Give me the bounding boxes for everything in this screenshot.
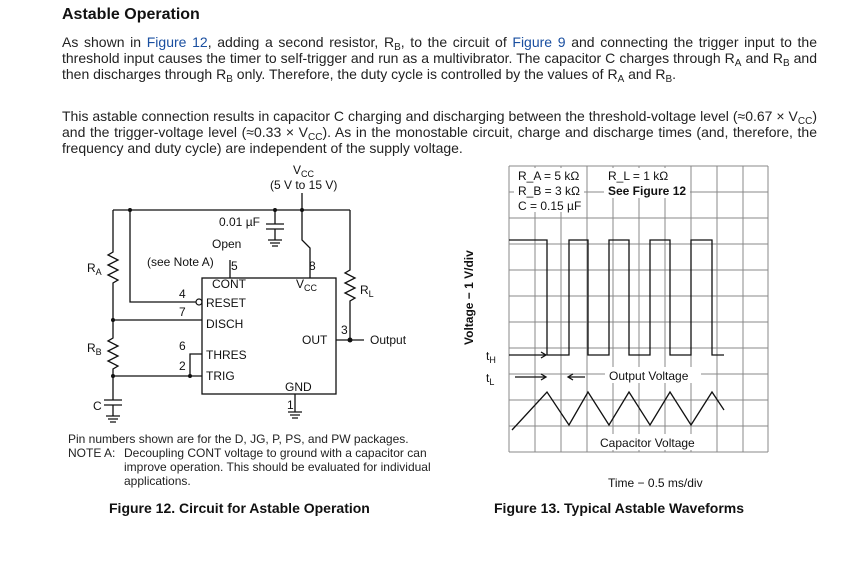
capacitor-voltage-trace [512, 392, 724, 430]
pin-number: 4 [179, 287, 186, 301]
see-note-label: (see Note A) [147, 255, 214, 269]
ra-label: $R_A$ [87, 261, 102, 277]
figure-12-caption: Figure 12. Circuit for Astable Operation [109, 500, 370, 516]
param-ra: R_A = 5 kΩ [518, 169, 580, 183]
chip-gnd-label: GND [285, 380, 312, 394]
figure-9-link[interactable]: Figure 9 [512, 34, 566, 50]
pin-note: Pin numbers shown are for the D, JG, P, PS, and PW packages. [68, 432, 409, 446]
tl-arrows [515, 374, 585, 380]
param-rb: R_B = 3 kΩ [518, 184, 580, 198]
x-axis-label: Time − 0.5 ms/div [608, 476, 703, 490]
figure-12-link[interactable]: Figure 12 [146, 34, 208, 50]
pin-number: 1 [287, 398, 294, 412]
figure-13-caption: Figure 13. Typical Astable Waveforms [494, 500, 745, 516]
y-axis-label: Voltage − 1 V/div [462, 250, 476, 345]
chip-disch-label: DISCH [206, 317, 244, 331]
open-label: Open [212, 237, 242, 251]
output-voltage-trace [509, 240, 724, 355]
param-rl: R_L = 1 kΩ [608, 169, 669, 183]
section-title: Astable Operation [62, 6, 200, 23]
note-a-text: Decoupling CONT voltage to ground with a capacitor can improve operation. This should be evaluated for individual applications. [124, 446, 431, 488]
paragraph-2: This astable connection results in capacitor C charging and discharging between the threshold-voltage level $(\approx 0.67 \times V_{CC})$ and the trigger-voltage level $(\approx 0.33 \times V_{CC})$. As in the monostable circuit, charge and discharge times (and, therefore, the frequency and duty cycle) are independent of the supply voltage. [62, 108, 817, 156]
output-label: Output [370, 333, 407, 347]
param-c: C = 0.15 µF [518, 199, 582, 213]
paragraph-1: As shown in Figure 12, adding a second resistor, $R_B$, to the circuit of Figure 9 and connecting the trigger input to the threshold input causes the timer to self-trigger and run as a multivibrator. The capacitor C charges through $R_A$ and $R_B$ and then discharges through $R_B$ only. Therefore, the duty cycle is controlled by the values of $R_A$ and $R_B$. [62, 34, 818, 85]
pin-number: 8 [309, 259, 316, 273]
cap-value-label: 0.01 µF [219, 215, 260, 229]
chip-out-label: OUT [302, 333, 328, 347]
output-voltage-label: Output Voltage [609, 369, 689, 383]
tl-label: $t_L$ [486, 371, 495, 387]
note-a-label: NOTE A: [68, 446, 116, 460]
pin-number: 7 [179, 305, 186, 319]
chip-reset-label: RESET [206, 296, 247, 310]
pin-number: 2 [179, 359, 186, 373]
vcc-label: $V_{CC}$ [293, 163, 315, 179]
chip-thres-label: THRES [206, 348, 247, 362]
chip-trig-label: TRIG [206, 369, 235, 383]
param-see-figure: See Figure 12 [608, 184, 687, 198]
th-arrow [509, 352, 546, 358]
capacitor-voltage-label: Capacitor Voltage [600, 436, 695, 450]
pin-number: 5 [231, 259, 238, 273]
rb-label: $R_B$ [87, 341, 102, 357]
supply-range-label: (5 V to 15 V) [270, 178, 338, 192]
th-label: $t_H$ [486, 349, 496, 365]
chip-vcc-label: $V_{CC}$ [296, 277, 318, 293]
pin-number: 6 [179, 339, 186, 353]
rl-label: $R_L$ [360, 283, 374, 299]
c-label: C [93, 399, 102, 413]
pin-number: 3 [341, 323, 348, 337]
chip-cont-label: CONT [212, 277, 246, 291]
